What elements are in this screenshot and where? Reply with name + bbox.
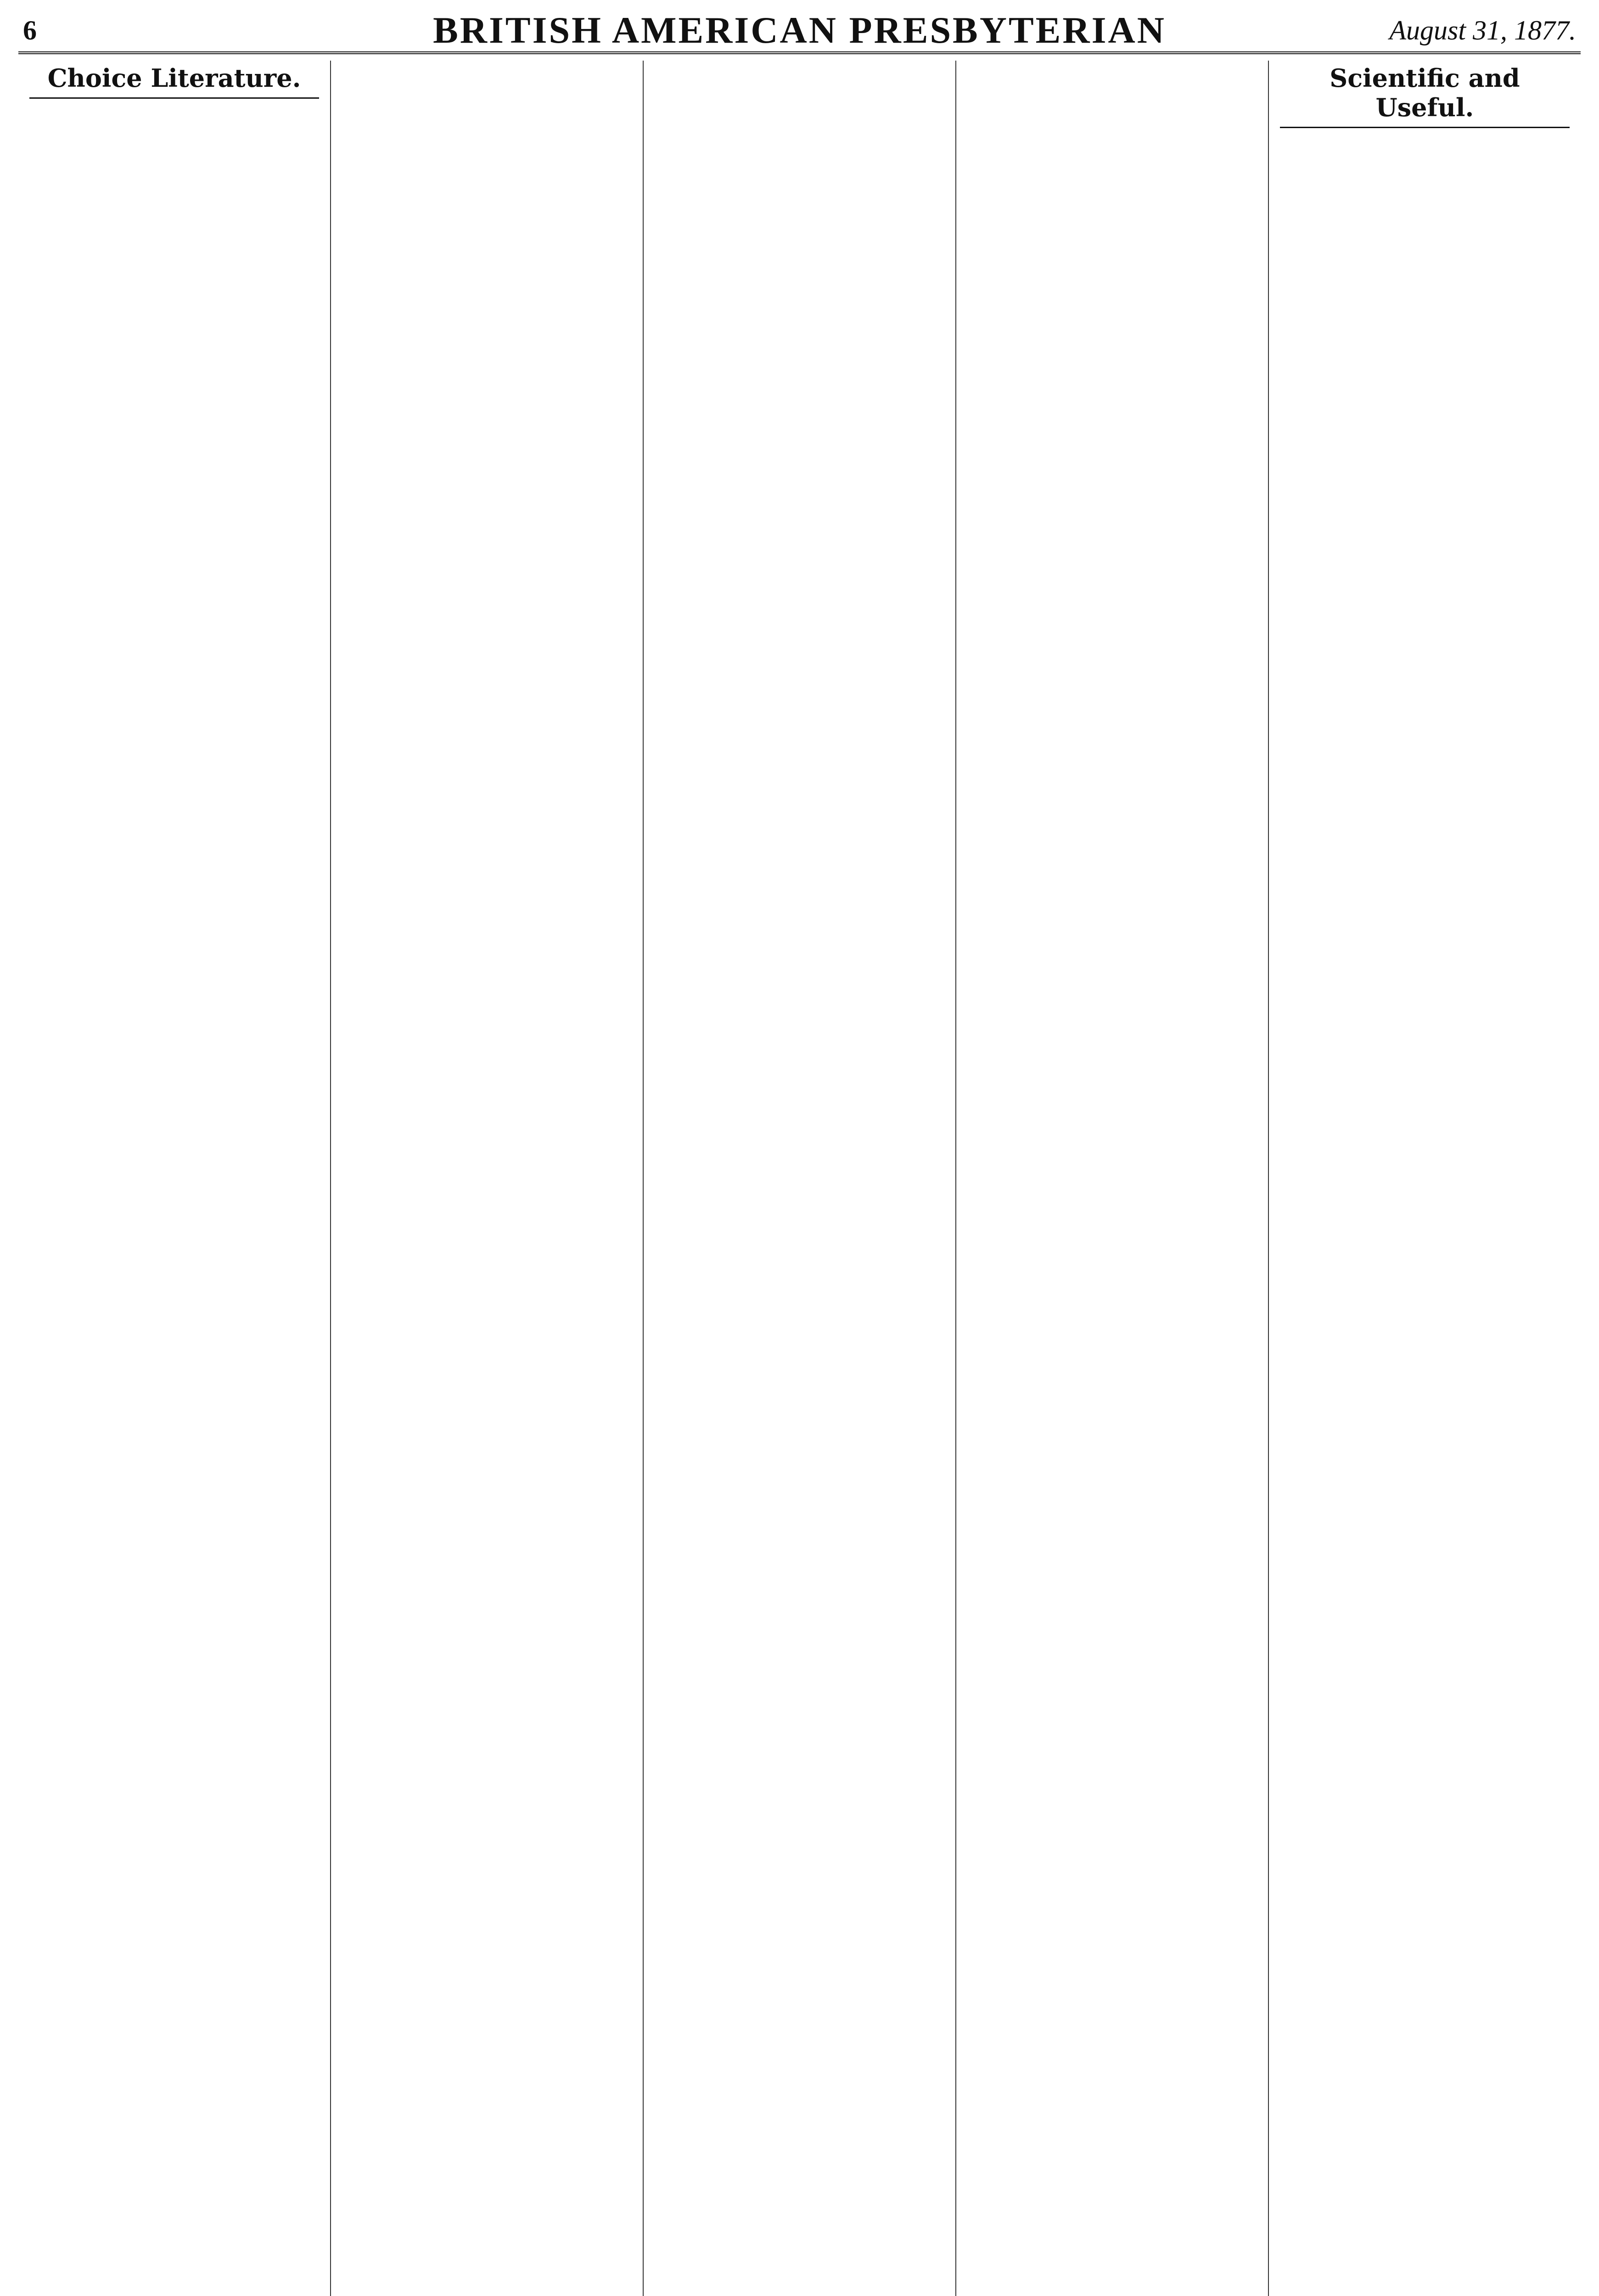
- page-number: 6: [23, 15, 37, 45]
- column-heading: Scientific and Useful.: [1280, 61, 1570, 128]
- column-3: [643, 61, 955, 2296]
- column-1: [18, 61, 330, 2296]
- issue-date: August 31, 1877.: [1389, 15, 1576, 45]
- paper-title: BRITISH AMERICAN PRESBYTERIAN: [433, 9, 1166, 51]
- column-heading: Choice Literature.: [29, 61, 319, 99]
- columns: [18, 61, 1581, 2296]
- column-4: [955, 61, 1268, 2296]
- column-5: [1268, 61, 1581, 2296]
- column-2: [330, 61, 643, 2296]
- masthead: [18, 9, 1581, 54]
